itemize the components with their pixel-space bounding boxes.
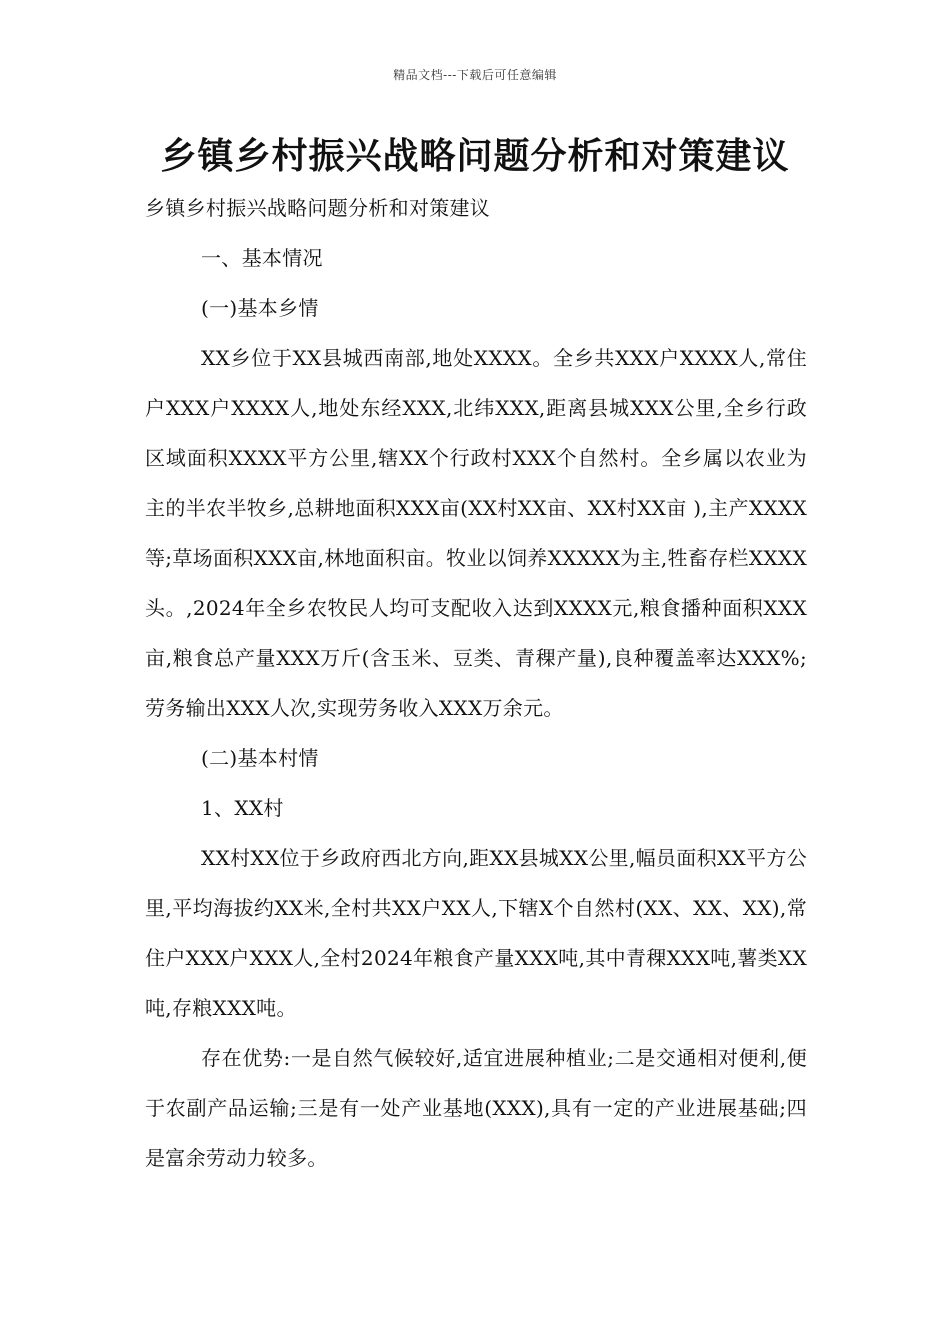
paragraph-township: XX乡位于XX县城西南部,地处XXXX。全乡共XXX户XXXX人,常住户XXX户XXXX人,地处东经XXX,北纬XXX,距离县城XXX公里,全乡行政区域面积XXXX平方公里,辖XX个行政村XXX个自然村。全乡属以农业为主的半农半牧乡,总耕地面积XXX亩(XX村XX亩、XX村XX亩 ),主产XXXX等;草场面积XXX亩,林地面积亩。牧业以饲养XXXXX为主,牲畜存栏XXXX头。,2024年全乡农牧民人均可支配收入达到XXXX元,粮食播种面积XXX亩,粮食总产量XXX万斤(含玉米、豆类、青稞产量),良种覆盖率达XXX%;劳务输出XXX人次,实现劳务收入XXX万余元。 — [145, 346, 807, 720]
section-heading-basic-info: 一、基本情况 — [201, 246, 323, 270]
paragraph-village: XX村XX位于乡政府西北方向,距XX县城XX公里,幅员面积XX平方公里,平均海拔约XX米,全村共XX户XX人,下辖X个自然村(XX、XX、XX),常住户XXX户XXX人,全村2024年粮食产量XXX吨,其中青稞XXX吨,薯类XX吨,存粮XXX吨。 — [145, 846, 807, 1020]
paragraph-advantages: 存在优势:一是自然气候较好,适宜进展种植业;二是交通相对便利,便于农副产品运输;三是有一处产业基地(XXX),具有一定的产业进展基础;四是富余劳动力较多。 — [145, 1046, 807, 1170]
document-body — [145, 183, 807, 1183]
header-note: 精品文档---下载后可任意编辑 — [393, 68, 557, 82]
village-heading: 1、XX村 — [201, 796, 284, 820]
document-title: 乡镇乡村振兴战略问题分析和对策建议 — [160, 135, 790, 177]
document-subtitle: 乡镇乡村振兴战略问题分析和对策建议 — [145, 196, 491, 220]
subsection-heading-township: (一)基本乡情 — [201, 296, 319, 320]
subsection-heading-village: (二)基本村情 — [201, 746, 319, 770]
